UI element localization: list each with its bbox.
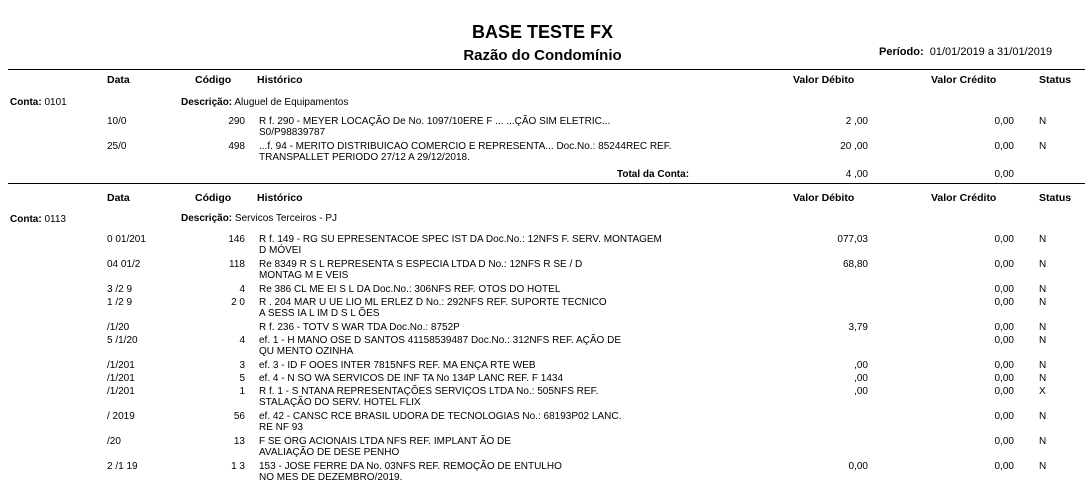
- row-status: N: [1039, 373, 1047, 384]
- row-status: N: [1039, 234, 1047, 245]
- col-credito: Valor Crédito: [931, 192, 997, 204]
- row-history: F SE ORG ACIONAIS LTDA NFS REF. IMPLANT ÃO DE: [259, 436, 511, 447]
- row-status: N: [1039, 411, 1047, 422]
- row-credit: 0,00: [994, 259, 1014, 270]
- row-status: N: [1039, 436, 1047, 447]
- row-credit: 0,00: [994, 297, 1014, 308]
- account-1-total-debit: 4 ,00: [845, 169, 868, 180]
- col-codigo: Código: [195, 192, 232, 204]
- row-date: /1/201: [107, 373, 135, 384]
- account-2-description: [181, 213, 337, 224]
- col-data: Data: [107, 74, 130, 86]
- col-status: Status: [1039, 192, 1072, 204]
- account-1-description: [181, 97, 348, 108]
- col-status: Status: [1039, 74, 1072, 86]
- row-debit: 20 ,00: [840, 141, 868, 152]
- conta-number: 0113: [44, 214, 66, 225]
- row-history: R f. 236 - TOTV S WAR TDA Doc.No.: 8752P: [259, 322, 460, 333]
- row-history: ...f. 94 - MERITO DISTRIBUICAO COMERCIO E REPRESENTA... Doc.No.: 85244REC REF.: [259, 141, 672, 152]
- row-history: R . 204 MAR U UE LIO ML ERLEZ D No.: 292NFS REF. SUPORTE TECNICO: [259, 297, 607, 308]
- row-status: N: [1039, 461, 1047, 472]
- row-code: 146: [228, 234, 245, 245]
- row-code: 4: [239, 335, 245, 346]
- row-status: N: [1039, 116, 1047, 127]
- row-debit: 68,80: [842, 259, 868, 270]
- row-code: 290: [228, 116, 245, 127]
- row-credit: 0,00: [994, 360, 1014, 371]
- row-date: 5 /1/20: [107, 335, 138, 346]
- row-credit: 0,00: [994, 141, 1014, 152]
- row-status: N: [1039, 141, 1047, 152]
- row-debit: 0,00: [848, 461, 868, 472]
- row-status: N: [1039, 297, 1047, 308]
- row-history: 153 - JOSE FERRE DA No. 03NFS REF. REMOÇÃO DE ENTULHO: [259, 461, 562, 472]
- row-code: 5: [239, 373, 245, 384]
- desc-value: Servicos Terceiros - PJ: [234, 213, 337, 224]
- row-history-cont: AVALIAÇÃO DE DESE PENHO: [259, 447, 400, 458]
- period: [879, 46, 1052, 58]
- report-subtitle: Razão do Condomínio: [463, 47, 622, 64]
- row-date: /1/201: [107, 386, 135, 397]
- row-history: R f. 1 - S NTANA REPRESENTAÇÕES SERVIÇOS LTDA No.: 505NFS REF.: [259, 386, 599, 397]
- row-history-cont: RE NF 93: [259, 422, 303, 433]
- account-1-label: [10, 97, 67, 108]
- row-debit: ,00: [854, 386, 868, 397]
- row-history: ef. 3 - ID F OOES INTER 7815NFS REF. MA ENÇA RTE WEB: [259, 360, 536, 371]
- row-history: ef. 1 - H MANO OSE D SANTOS 41158539487 Doc.No.: 312NFS REF. AÇÃO DE: [259, 335, 621, 346]
- row-credit: 0,00: [994, 234, 1014, 245]
- row-status: N: [1039, 322, 1047, 333]
- row-code: 3: [239, 360, 245, 371]
- row-credit: 0,00: [994, 335, 1014, 346]
- col-debito: Valor Débito: [793, 74, 855, 86]
- conta-number: 0101: [44, 97, 67, 108]
- row-debit: 3,79: [848, 322, 868, 333]
- row-credit: 0,00: [994, 284, 1014, 295]
- row-date: /20: [107, 436, 121, 447]
- row-date: /1/201: [107, 360, 135, 371]
- header-rule-1: [8, 69, 1085, 70]
- row-debit: ,00: [854, 373, 868, 384]
- desc-label: Descrição:: [181, 213, 233, 224]
- row-history: Re 386 CL ME EI S L DA Doc.No.: 306NFS REF. OTOS DO HOTEL: [259, 284, 561, 295]
- period-value: 01/01/2019 a 31/01/2019: [929, 46, 1053, 58]
- row-history-cont: MONTAG M E VEIS: [259, 270, 349, 281]
- account-1-total-label: Total da Conta:: [617, 169, 690, 180]
- row-code: 4: [239, 284, 245, 295]
- row-debit: 077,03: [837, 234, 868, 245]
- row-history: ef. 4 - N SO WA SERVICOS DE INF TA No 134P LANC REF. F 1434: [259, 373, 563, 384]
- row-history-cont: D MÓVEI: [259, 245, 302, 256]
- row-history-cont: TRANSPALLET PERIODO 27/12 A 29/12/2018.: [259, 152, 470, 163]
- col-historico: Histórico: [257, 192, 303, 204]
- desc-label: Descrição:: [181, 97, 233, 108]
- col-historico: Histórico: [257, 74, 303, 86]
- col-credito: Valor Crédito: [931, 74, 997, 86]
- row-history: Re 8349 R S L REPRESENTA S ESPECIA LTDA D No.: 12NFS R SE / D: [259, 259, 583, 270]
- row-date: 25/0: [107, 141, 127, 152]
- row-date: 0 01/201: [107, 234, 146, 245]
- row-code: 1 3: [231, 461, 245, 472]
- row-date: /1/20: [107, 322, 130, 333]
- row-date: 2 /1 19: [107, 461, 138, 472]
- row-status: N: [1039, 259, 1047, 270]
- row-history-cont: QU MENTO OZINHA: [259, 346, 354, 357]
- row-debit: ,00: [854, 360, 868, 371]
- row-credit: 0,00: [994, 116, 1014, 127]
- account-1-total-credit: 0,00: [994, 169, 1014, 180]
- row-credit: 0,00: [994, 373, 1014, 384]
- row-date: / 2019: [107, 411, 135, 422]
- row-status: X: [1039, 386, 1046, 397]
- row-code: 13: [233, 436, 245, 447]
- row-history: R f. 290 - MEYER LOCAÇÃO De No. 1097/10ERE F ... ...ÇÃO SIM ELETRIC...: [259, 116, 611, 127]
- col-data: Data: [107, 192, 130, 204]
- row-status: N: [1039, 284, 1047, 295]
- row-history-cont: NO MES DE DEZEMBRO/2019.: [259, 472, 403, 483]
- row-credit: 0,00: [994, 461, 1014, 472]
- conta-label: Conta:: [10, 97, 42, 108]
- row-history: R f. 149 - RG SU EPRESENTACOE SPEC IST DA Doc.No.: 12NFS F. SERV. MONTAGEM: [259, 234, 662, 245]
- row-date: 3 /2 9: [107, 284, 133, 295]
- row-date: 1 /2 9: [107, 297, 133, 308]
- row-code: 2 0: [231, 297, 245, 308]
- row-status: N: [1039, 360, 1047, 371]
- desc-value: Aluguel de Equipamentos: [234, 97, 349, 108]
- row-history: ef. 42 - CANSC RCE BRASIL UDORA DE TECNOLOGIAS No.: 68193P02 LANC.: [259, 411, 622, 422]
- row-history-cont: STALAÇÃO DO SERV. HOTEL FLIX: [259, 397, 421, 408]
- row-debit: 2 ,00: [845, 116, 868, 127]
- row-credit: 0,00: [994, 386, 1014, 397]
- row-date: 10/0: [107, 116, 127, 127]
- row-code: 56: [233, 411, 245, 422]
- row-code: 118: [229, 259, 245, 270]
- account-2-label: [10, 214, 66, 225]
- row-code: 498: [228, 141, 245, 152]
- row-credit: 0,00: [994, 322, 1014, 333]
- header-rule-2: [8, 183, 1085, 184]
- report-title: BASE TESTE FX: [471, 22, 614, 42]
- col-codigo: Código: [195, 74, 232, 86]
- conta-label: Conta:: [10, 214, 42, 225]
- row-history-cont: S0/P98839787: [259, 127, 326, 138]
- row-credit: 0,00: [994, 411, 1014, 422]
- row-history-cont: A SESS IA L IM D S L ÕES: [259, 308, 380, 319]
- row-code: 1: [239, 386, 245, 397]
- col-debito: Valor Débito: [793, 192, 855, 204]
- period-label: Período:: [879, 46, 924, 58]
- row-date: 04 01/2: [107, 259, 141, 270]
- row-status: N: [1039, 335, 1047, 346]
- row-credit: 0,00: [994, 436, 1014, 447]
